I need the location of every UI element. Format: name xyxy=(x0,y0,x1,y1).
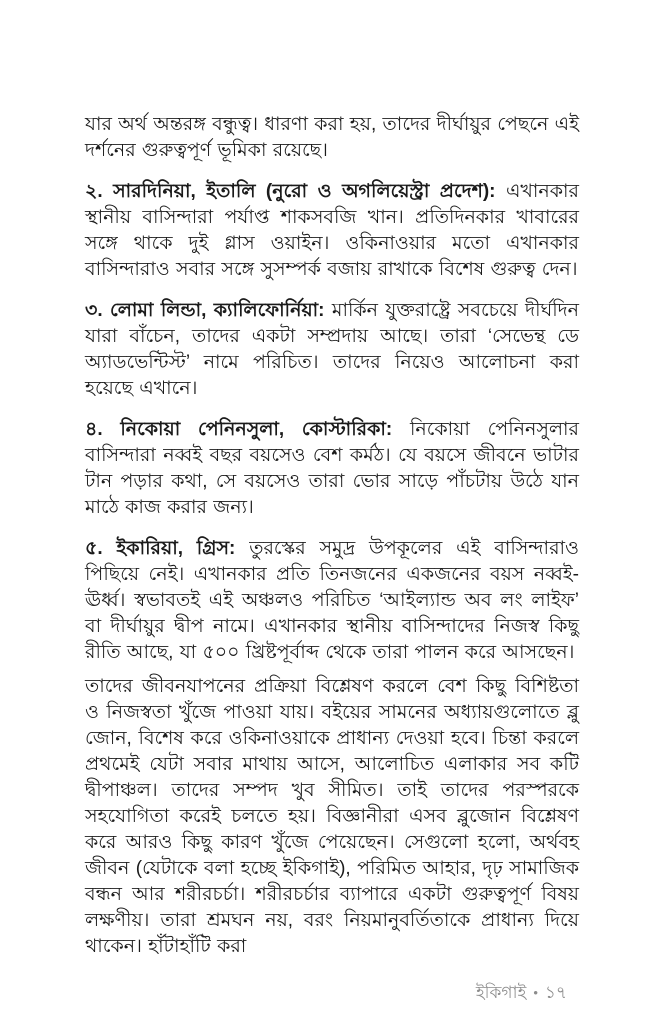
paragraph-sardinia xyxy=(85,179,579,283)
paragraph-ikaria xyxy=(85,536,579,666)
section-heading-nicoya: ৪. নিকোয়া পেনিনসুলা, কোস্টারিকা: xyxy=(85,419,393,440)
section-text-nicoya: নিকোয়া পেনিনসুলার বাসিন্দারা নব্বই বছর বয়সেও বেশ কর্মঠ। যে বয়সে জীবনে ভাটার টান পড়ার কথা, সে বয়সেও তারা ভোর সাড়ে পাঁচটায় উঠে যান মাঠে কাজ করার জন্য। xyxy=(85,419,579,518)
section-text-sardinia: এখানকার স্থানীয় বাসিন্দারা পর্যাপ্ত শাকসবজি খান। প্রতিদিনকার খাবারের সঙ্গে থাকে দুই গ্লাস ওয়াইন। ওকিনাওয়ার মতো এখানকার বাসিন্দারাও সবার সঙ্গে সুসম্পর্ক বজায় রাখাকে বিশেষ গুরুত্ব দেন। xyxy=(85,181,580,280)
footer-book-title: ইকিগাই xyxy=(475,983,527,1002)
dot-separator-icon: • xyxy=(533,985,538,1000)
section-text-loma-linda: মার্কিন যুক্তরাষ্ট্রে সবচেয়ে দীর্ঘদিন যারা বাঁচেন, তাদের একটা সম্প্রদায় আছে। তারা ‘সেভেন্থ ডে অ্যাডভেন্টিস্ট’ নামে পরিচিত। তাদের নিয়েও আলোচনা করা হয়েছে এখানে। xyxy=(85,300,580,399)
section-text-ikaria: তুরস্কের সমুদ্র উপকূলের এই বাসিন্দারাও পিছিয়ে নেই। এখানকার প্রতি তিনজনের একজনের বয়স নব্বই-ঊর্ধ্ব। স্বভাবতই এই অঞ্চলও পরিচিত ‘আইল্যান্ড অব লং লাইফ’ বা দীর্ঘায়ুর দ্বীপ নামে। এখানকার স্থানীয় বাসিন্দাদের নিজস্ব কিছু রীতি আছে, যা ৫০০ খ্রিষ্টপূর্বাব্দ থেকে তারা পালন করে আসছেন। xyxy=(85,538,580,663)
paragraph-loma-linda xyxy=(85,298,579,402)
section-heading-sardinia: ২. সারদিনিয়া, ইতালি (নুরো ও অগলিয়েস্ট্রা প্রদেশ): xyxy=(85,181,496,202)
paragraph-nicoya xyxy=(85,417,579,521)
footer-page-number: ১৭ xyxy=(544,983,567,1002)
page-body xyxy=(85,112,579,960)
paragraph-analysis: তাদের জীবনযাপনের প্রক্রিয়া বিশ্লেষণ করলে বেশ কিছু বিশিষ্টতা ও নিজস্বতা খুঁজে পাওয়া যায়। বইয়ের সামনের অধ্যায়গুলোতে ব্লু জোন, বিশেষ করে ওকিনাওয়াকে প্রাধান্য দেওয়া হবে। চিন্তা করলে প্রথমেই যেটা সবার মাথায় আসে, আলোচিত এলাকার সব কটি দ্বীপাঞ্চল। তাদের সম্পদ খুব সীমিত। তাই তাদের পরস্পরকে সহযোগিতা করেই চলতে হয়। বিজ্ঞানীরা এসব ব্লুজোন বিশ্লেষণ করে আরও কিছু কারণ খুঁজে পেয়েছেন। সেগুলো হলো, অর্থবহ জীবন (যেটাকে বলা হচ্ছে ইকিগাই), পরিমিত আহার, দৃঢ় সামাজিক বন্ধন আর শরীরচর্চা। শরীরচর্চার ব্যাপারে একটা গুরুত্বপূর্ণ বিষয় লক্ষণীয়। তারা শ্রমঘন নয়, বরং নিয়মানুবর্তিতাকে প্রাধান্য দিয়ে থাকেন। হাঁটাহাঁটি করা xyxy=(85,676,579,957)
page-footer xyxy=(85,982,579,1004)
section-heading-ikaria: ৫. ইকারিয়া, গ্রিস: xyxy=(85,538,236,559)
section-heading-loma-linda: ৩. লোমা লিন্ডা, ক্যালিফোর্নিয়া: xyxy=(85,300,325,321)
paragraph-intro: যার অর্থ অন্তরঙ্গ বন্ধুত্ব। ধারণা করা হয়, তাদের দীর্ঘায়ুর পেছনে এই দর্শনের গুরুত্বপূর্ণ ভূমিকা রয়েছে। xyxy=(85,114,579,161)
